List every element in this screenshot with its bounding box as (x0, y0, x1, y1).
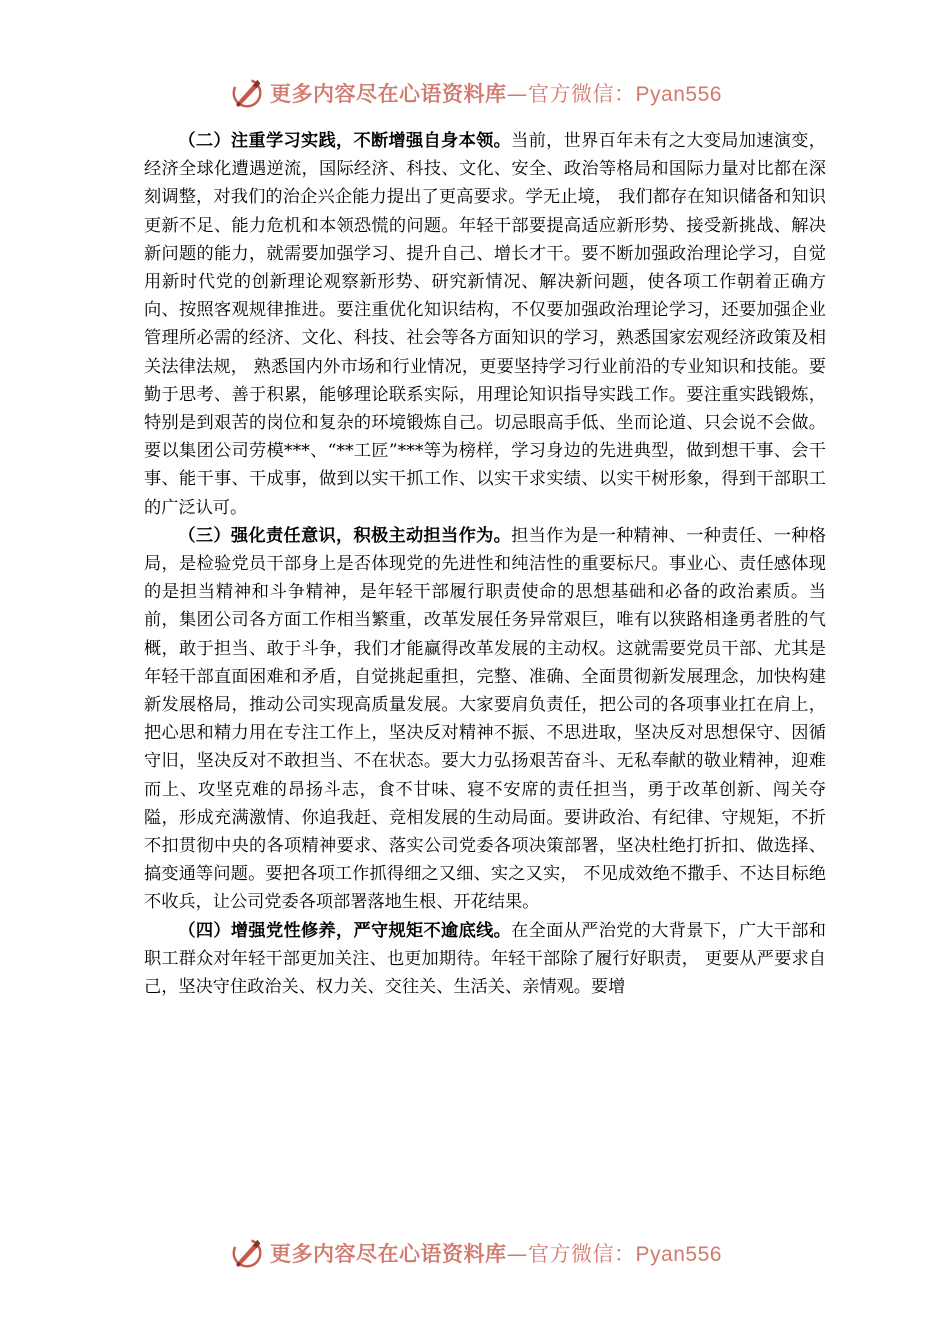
watermark-header (0, 73, 950, 113)
section-body: 担当作为是一种精神、一种责任、一种格局，是检验党员干部身上是否体现党的先进性和纯洁性的重要标尺。事业心、责任感体现的是担当精神和斗争精神，是年轻干部履行职责使命的思想基础和必备的政治素质。当前，集团公司各方面工作相当繁重，改革发展任务异常艰巨，唯有以狭路相逢勇者胜的气概，敢于担当、敢于斗争，我们才能赢得改革发展的主动权。这就需要党员干部、尤其是年轻干部直面困难和矛盾，自觉挑起重担，完整、准确、全面贯彻新发展理念，加快构建新发展格局，推动公司实现高质量发展。大家要肩负责任，把公司的各项事业扛在肩上，把心思和精力用在专注工作上，坚决反对精神不振、不思进取，坚决反对思想保守、因循守旧，坚决反对不敢担当、不在状态。要大力弘扬艰苦奋斗、无私奉献的敬业精神，迎难而上、攻坚克难的昂扬斗志，食不甘味、寝不安席的责任担当，勇于改革创新、闯关夺隘，形成充满激情、你追我赶、竞相发展的生动局面。要讲政治、有纪律、守规矩，不折不扣贯彻中央的各项精神要求、落实公司党委各项决策部署，坚决杜绝打折扣、做选择、搞变通等问题。要把各项工作抓得细之又细、实之又实， 不见成效绝不撒手、不达目标绝不收兵，让公司党委各项部署落地生根、开花结果。 (144, 525, 826, 913)
watermark-separator: — (506, 82, 529, 106)
watermark-main: 更多内容尽在心语资料库 (270, 1242, 507, 1266)
watermark-separator: — (506, 1242, 529, 1266)
watermark-text (270, 78, 722, 108)
section-heading: （四）增强党性修养，严守规矩不逾底线。 (178, 920, 512, 941)
section-body: 在全面从严治党的大背景下，广大干部和职工群众对年轻干部更加关注、也更加期待。年轻干部除了履行好职责， 更要从严要求自己，坚决守住政治关、权力关、交往关、生活关、亲情观。要增 (144, 920, 826, 998)
section-heading: （三）强化责任意识，积极主动担当作为。 (178, 525, 512, 546)
document-body (144, 127, 826, 1001)
watermark-label: 官方微信： (528, 1242, 636, 1266)
watermark-wechat-id: Pyan556 (635, 1243, 722, 1266)
watermark-text (270, 1238, 722, 1268)
section-body: 当前，世界百年未有之大变局加速演变，经济全球化遭遇逆流，国际经济、科技、文化、安全、政治等格局和国际力量对比都在深刻调整，对我们的治企兴企能力提出了更高要求。学无止境， 我们都存在知识储备和知识更新不足、能力危机和本领恐慌的问题。年轻干部要提高适应新形势、接受新挑战、解决新问题的能力，就需要加强学习、提升自己、增长才干。要不断加强政治理论学习，自觉用新时代党的创新理论观察新形势、研究新情况、解决新问题，使各项工作朝着正确方向、按照客观规律推进。要注重优化知识结构，不仅要加强政治理论学习，还要加强企业管理所必需的经济、文化、科技、社会等各方面知识的学习，熟悉国家宏观经济政策及相关法律法规， 熟悉国内外市场和行业情况，更要坚持学习行业前沿的专业知识和技能。要勤于思考、善于积累，能够理论联系实际，用理论知识指导实践工作。要注重实践锻炼，特别是到艰苦的岗位和复杂的环境锻炼自己。切忌眼高手低、坐而论道、只会说不会做。要以集团公司劳模***、“**工匠”***等为榜样，学习身边的先进典型，做到想干事、会干事、能干事、干成事，做到以实干抓工作、以实干求实绩、以实干树形象，得到干部职工的广泛认可。 (144, 131, 826, 518)
paragraph-section-4 (144, 917, 826, 1002)
brush-pen-logo-icon (228, 1234, 266, 1272)
watermark-main: 更多内容尽在心语资料库 (270, 82, 507, 106)
paragraph-section-3 (144, 522, 826, 917)
paragraph-section-2 (144, 127, 826, 522)
watermark-footer (0, 1233, 950, 1273)
section-heading: （二）注重学习实践，不断增强自身本领。 (178, 131, 512, 151)
watermark-wechat-id: Pyan556 (635, 83, 722, 106)
watermark-label: 官方微信： (528, 82, 636, 106)
brush-pen-logo-icon (228, 74, 266, 112)
